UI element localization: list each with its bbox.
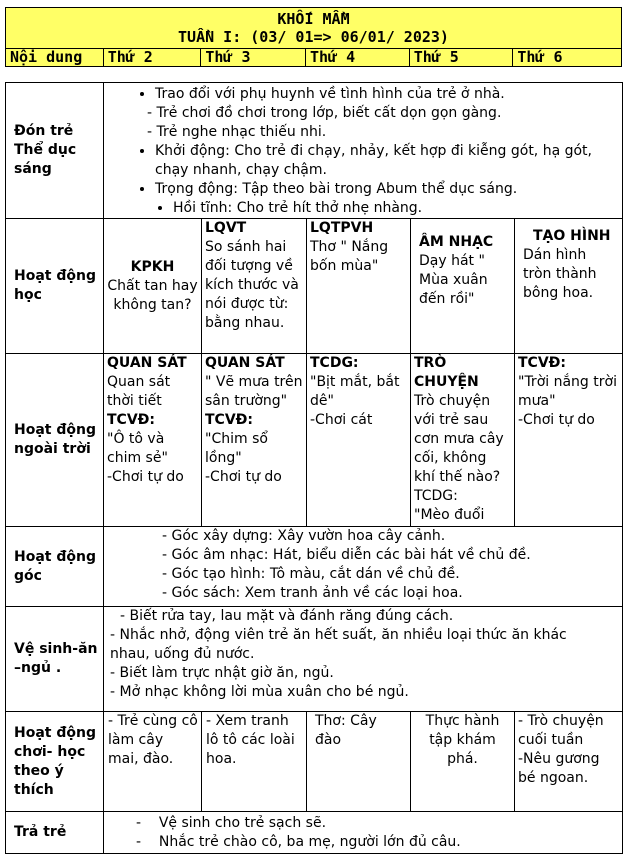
outdoor-text: Quan sát thời tiết: [107, 374, 171, 409]
tra-tre-content: [104, 812, 623, 854]
list-item: • Khởi động: Cho trẻ đi chạy, nhảy, kết hợp đi kiễng gót, hạ gót, chạy nhanh, chạy chậm.: [155, 142, 619, 180]
goc-content: [104, 527, 623, 607]
outdoor-text: "Bịt mắt, bắt dê": [310, 374, 400, 409]
list-item: - Trẻ nghe nhạc thiếu nhi.: [147, 124, 327, 140]
row-label: Hoạt động ngoài trời: [6, 354, 104, 527]
activity-heading: TẠO HÌNH: [533, 228, 611, 244]
grade-title: KHỐI MẦM: [277, 10, 350, 28]
don-tre-content: [104, 83, 623, 219]
choi-thu: Thực hành tập khám phá.: [411, 712, 515, 812]
activity-heading: LQTPVH: [310, 220, 374, 236]
outdoor-heading: QUAN SÁT: [107, 355, 187, 371]
activity-wed: [307, 219, 411, 354]
activity-heading: ÂM NHẠC: [419, 234, 494, 250]
outdoor-wed: [307, 354, 411, 527]
outdoor-text: " Vẽ mưa trên sân trường": [205, 374, 303, 409]
activity-heading: LQVT: [205, 220, 247, 236]
outdoor-text: "Ô tô và chim sẻ": [107, 431, 168, 466]
activity-heading: KPKH: [130, 258, 175, 275]
outdoor-text: "Mèo đuổi: [414, 507, 485, 523]
list-item: - Biết rửa tay, lau mặt và đánh răng đúng cách.: [120, 608, 454, 624]
schedule-table: [5, 82, 623, 854]
outdoor-heading: TCVĐ:: [518, 355, 566, 371]
activity-tue: [202, 219, 307, 354]
outdoor-heading: TCVĐ:: [107, 412, 155, 428]
list-item: • Hồi tĩnh: Cho trẻ hít thở nhẹ nhàng.: [173, 199, 619, 218]
row-hoat-dong-hoc: [6, 219, 623, 354]
row-ve-sinh: [6, 607, 623, 712]
outdoor-heading: QUAN SÁT: [205, 355, 285, 371]
choi-wed: Thơ: Cây đào: [307, 712, 411, 812]
row-label: Trả trẻ: [6, 812, 104, 854]
col-fri: Thứ 6: [517, 48, 563, 66]
col-content: Nội dung: [6, 49, 104, 66]
outdoor-heading: TCVĐ:: [205, 412, 253, 428]
list-item: • Trọng động: Tập theo bài trong Abum thể dục sáng.: [155, 180, 619, 199]
row-choi: [6, 712, 623, 812]
outdoor-text: Trò chuyện với trẻ sau cơn mưa cây cối, không khí thế nào?: [414, 393, 504, 485]
row-label: Hoạt động góc: [6, 527, 104, 607]
row-tra-tre: [6, 812, 623, 854]
choi-mon: - Trẻ cùng cô làm cây mai, đào.: [104, 712, 202, 812]
row-don-tre: [6, 83, 623, 219]
plan-header: [5, 7, 622, 49]
list-item: • Trao đổi với phụ huynh về tình hình của trẻ ở nhà.: [155, 85, 619, 104]
col-tue: Thứ 3: [201, 49, 306, 66]
week-title: TUẦN I: (03/ 01=> 06/01/ 2023): [178, 28, 449, 46]
outdoor-tue: [202, 354, 307, 527]
activity-thu: [411, 219, 515, 354]
activity-text: Chất tan hay không tan?: [107, 277, 198, 313]
activity-text: Dạy hát " Mùa xuân đến rồi": [419, 253, 488, 307]
row-goc: [6, 527, 623, 607]
choi-fri: - Trò chuyện cuối tuần -Nêu gương bé ngoan.: [515, 712, 623, 812]
col-mon: Thứ 2: [104, 49, 202, 66]
col-thu: Thứ 5: [410, 49, 514, 66]
activity-text: Thơ " Nắng bốn mùa": [310, 239, 389, 274]
outdoor-mon: [104, 354, 202, 527]
row-label: Đón trẻ Thể dục sáng: [6, 83, 104, 219]
outdoor-thu: [411, 354, 515, 527]
list-item: - Biết làm trực nhật giờ ăn, ngủ.: [110, 665, 334, 681]
row-label: Vệ sinh-ăn –ngủ .: [6, 607, 104, 712]
outdoor-heading: TCDG:: [310, 355, 359, 371]
outdoor-text: "Chim sổ lồng": [205, 431, 268, 466]
outdoor-text: -Chơi cát: [310, 412, 373, 428]
list-item: - Nhắc trẻ chào cô, ba mẹ, người lớn đủ câu.: [136, 833, 461, 850]
activity-mon: [104, 219, 202, 354]
row-ngoai-troi: [6, 354, 623, 527]
list-item: - Mở nhạc không lời mùa xuân cho bé ngủ.: [110, 684, 409, 700]
list-item: - Góc tạo hình: Tô màu, cắt dán về chủ đề.: [162, 566, 460, 582]
outdoor-text: -Chơi tự do: [518, 412, 595, 428]
day-header-row: [5, 48, 622, 67]
outdoor-text: -Chơi tự do: [205, 469, 282, 485]
activity-fri: [515, 219, 623, 354]
ve-sinh-content: [104, 607, 623, 712]
list-item: - Vệ sinh cho trẻ sạch sẽ.: [136, 814, 327, 831]
row-label: Hoạt động chơi- học theo ý thích: [6, 712, 104, 812]
outdoor-heading: TRÒ CHUYỆN: [414, 355, 479, 390]
outdoor-text: -Chơi tự do: [107, 469, 184, 485]
list-item: - Góc sách: Xem tranh ảnh về các loại hoa.: [162, 585, 463, 601]
list-item: - Trẻ chơi đồ chơi trong lớp, biết cất dọn gọn gàng.: [147, 105, 502, 121]
choi-tue: - Xem tranh lô tô các loài hoa.: [202, 712, 307, 812]
outdoor-text: TCDG:: [414, 488, 458, 504]
list-item: - Góc âm nhạc: Hát, biểu diễn các bài hát về chủ đề.: [162, 547, 531, 563]
outdoor-text: "Trời nắng trời mưa": [518, 374, 617, 409]
outdoor-fri: [515, 354, 623, 527]
activity-text: So sánh hai đối tượng về kích thước và nói được từ: bằng nhau.: [205, 239, 299, 331]
list-item: - Nhắc nhở, động viên trẻ ăn hết suất, ăn nhiều loại thức ăn khác nhau, uống đủ nước.: [110, 627, 567, 662]
activity-text: Dán hình tròn thành bông hoa.: [523, 247, 597, 301]
row-label: Hoạt động học: [6, 219, 104, 354]
list-item: - Góc xây dựng: Xây vườn hoa cây cảnh.: [162, 528, 446, 544]
col-wed: Thứ 4: [306, 49, 410, 66]
